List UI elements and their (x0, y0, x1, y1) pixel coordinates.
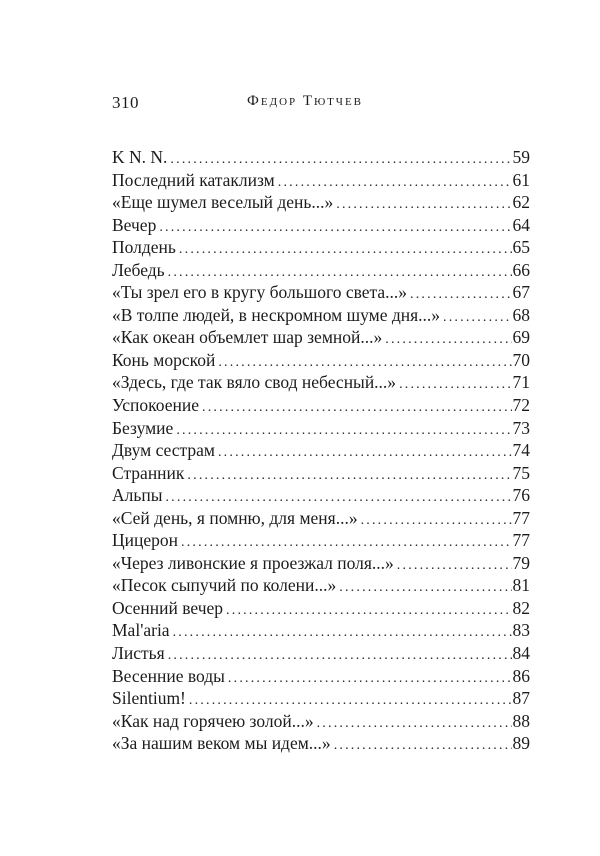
toc-entry-page: 77 (512, 530, 530, 551)
dot-leader (181, 535, 511, 551)
toc-entry-page: 75 (512, 462, 530, 483)
dot-leader (410, 287, 511, 303)
toc-entry (112, 372, 530, 395)
toc-entry (112, 530, 530, 553)
toc-entry-title: «Песок сыпучий по колени...» (112, 575, 337, 596)
toc-entry (112, 305, 530, 328)
toc-entry-title: Успокоение (112, 395, 200, 416)
dot-leader (228, 671, 512, 687)
toc-entry (112, 711, 530, 734)
dot-leader (339, 580, 511, 596)
toc-entry (112, 418, 530, 441)
toc-entry-title: Mal'aria (112, 620, 170, 641)
toc-entry (112, 733, 530, 756)
dot-leader (168, 648, 512, 664)
dot-leader (170, 152, 511, 168)
toc-entry-title: Полдень (112, 237, 176, 258)
toc-entry-title: Вечер (112, 214, 157, 235)
toc-entry-page: 84 (512, 643, 530, 664)
toc-entry-title: Лебедь (112, 259, 165, 280)
toc-entry (112, 485, 530, 508)
toc-entry (112, 688, 530, 711)
toc-entry-title: Странник (112, 462, 185, 483)
toc-entry-title: «В толпе людей, в нескромном шуме дня...» (112, 304, 441, 325)
toc-entry-title: Осенний вечер (112, 597, 224, 618)
toc-entry-page: 68 (512, 304, 530, 325)
toc-entry-page: 77 (512, 507, 530, 528)
toc-entry-title: Альпы (112, 485, 163, 506)
toc-entry-title: Весенние воды (112, 665, 225, 686)
toc-entry (112, 260, 530, 283)
dot-leader (159, 220, 511, 236)
toc-entry (112, 170, 530, 193)
toc-entry (112, 553, 530, 576)
page-header (112, 93, 512, 115)
toc-entry (112, 147, 530, 170)
toc-entry-page: 76 (512, 485, 530, 506)
toc-entry (112, 440, 530, 463)
toc-entry-page: 87 (512, 688, 530, 709)
dot-leader (187, 468, 511, 484)
dot-leader (173, 625, 512, 641)
toc-entry (112, 575, 530, 598)
toc-entry-title: «Еще шумел веселый день...» (112, 192, 334, 213)
toc-entry-title: «За нашим веком мы идем...» (112, 733, 331, 754)
toc-entry-page: 59 (512, 147, 530, 167)
toc-entry-page: 83 (512, 620, 530, 641)
toc-entry-page: 62 (512, 192, 530, 213)
dot-leader (218, 355, 511, 371)
dot-leader (226, 603, 511, 619)
toc-entry-title: Цицерон (112, 530, 179, 551)
dot-leader (218, 445, 512, 461)
toc-entry-page: 65 (512, 237, 530, 258)
toc-entry-page: 82 (512, 597, 530, 618)
toc-entry-title: «Сей день, я помню, для меня...» (112, 507, 358, 528)
page-number: 310 (112, 93, 139, 112)
toc-entry-title: «Ты зрел его в кругу большого света...» (112, 282, 408, 303)
toc-entry-title: K N. N. (112, 147, 168, 167)
dot-leader (189, 693, 512, 709)
table-of-contents (112, 147, 530, 756)
toc-entry-title: «Как над горячею золой...» (112, 710, 314, 731)
toc-entry-page: 71 (512, 372, 530, 393)
toc-entry-page: 66 (512, 259, 530, 280)
dot-leader (317, 716, 512, 732)
toc-entry-page: 69 (512, 327, 530, 348)
toc-entry (112, 620, 530, 643)
toc-entry-title: Конь морской (112, 349, 216, 370)
toc-entry-page: 64 (512, 214, 530, 235)
toc-entry-page: 88 (512, 710, 530, 731)
toc-entry-page: 79 (512, 552, 530, 573)
toc-entry (112, 327, 530, 350)
dot-leader (202, 400, 511, 416)
dot-leader (399, 377, 511, 393)
toc-entry (112, 215, 530, 238)
toc-entry (112, 395, 530, 418)
toc-entry-page: 72 (512, 395, 530, 416)
running-title: Федор Тютчев (247, 93, 364, 109)
toc-entry (112, 192, 530, 215)
toc-entry (112, 237, 530, 260)
dot-leader (361, 513, 512, 529)
toc-entry (112, 508, 530, 531)
toc-entry-page: 61 (512, 169, 530, 190)
toc-entry (112, 282, 530, 305)
toc-entry-title: Листья (112, 643, 165, 664)
toc-entry-page: 86 (512, 665, 530, 686)
toc-entry-page: 89 (512, 733, 530, 754)
dot-leader (397, 558, 512, 574)
toc-entry-title: Безумие (112, 417, 174, 438)
dot-leader (176, 423, 511, 439)
toc-entry (112, 350, 530, 373)
dot-leader (385, 332, 511, 348)
toc-entry (112, 598, 530, 621)
dot-leader (278, 175, 512, 191)
toc-entry (112, 643, 530, 666)
dot-leader (334, 738, 512, 754)
toc-entry-page: 67 (512, 282, 530, 303)
dot-leader (179, 242, 512, 258)
toc-entry-title: Двум сестрам (112, 440, 215, 461)
toc-entry-title: «Как океан объемлет шар земной...» (112, 327, 383, 348)
toc-entry (112, 463, 530, 486)
toc-entry-title: «Через ливонские я проезжал поля...» (112, 552, 394, 573)
toc-entry-page: 81 (512, 575, 530, 596)
dot-leader (168, 265, 512, 281)
toc-entry-title: Последний катаклизм (112, 169, 275, 190)
toc-entry-page: 74 (512, 440, 530, 461)
dot-leader (336, 197, 511, 213)
toc-entry-title: «Здесь, где так вяло свод небесный...» (112, 372, 397, 393)
toc-entry (112, 666, 530, 689)
dot-leader (443, 310, 511, 326)
toc-entry-page: 73 (512, 417, 530, 438)
dot-leader (165, 490, 511, 506)
toc-entry-title: Silentium! (112, 688, 186, 709)
toc-entry-page: 70 (512, 349, 530, 370)
